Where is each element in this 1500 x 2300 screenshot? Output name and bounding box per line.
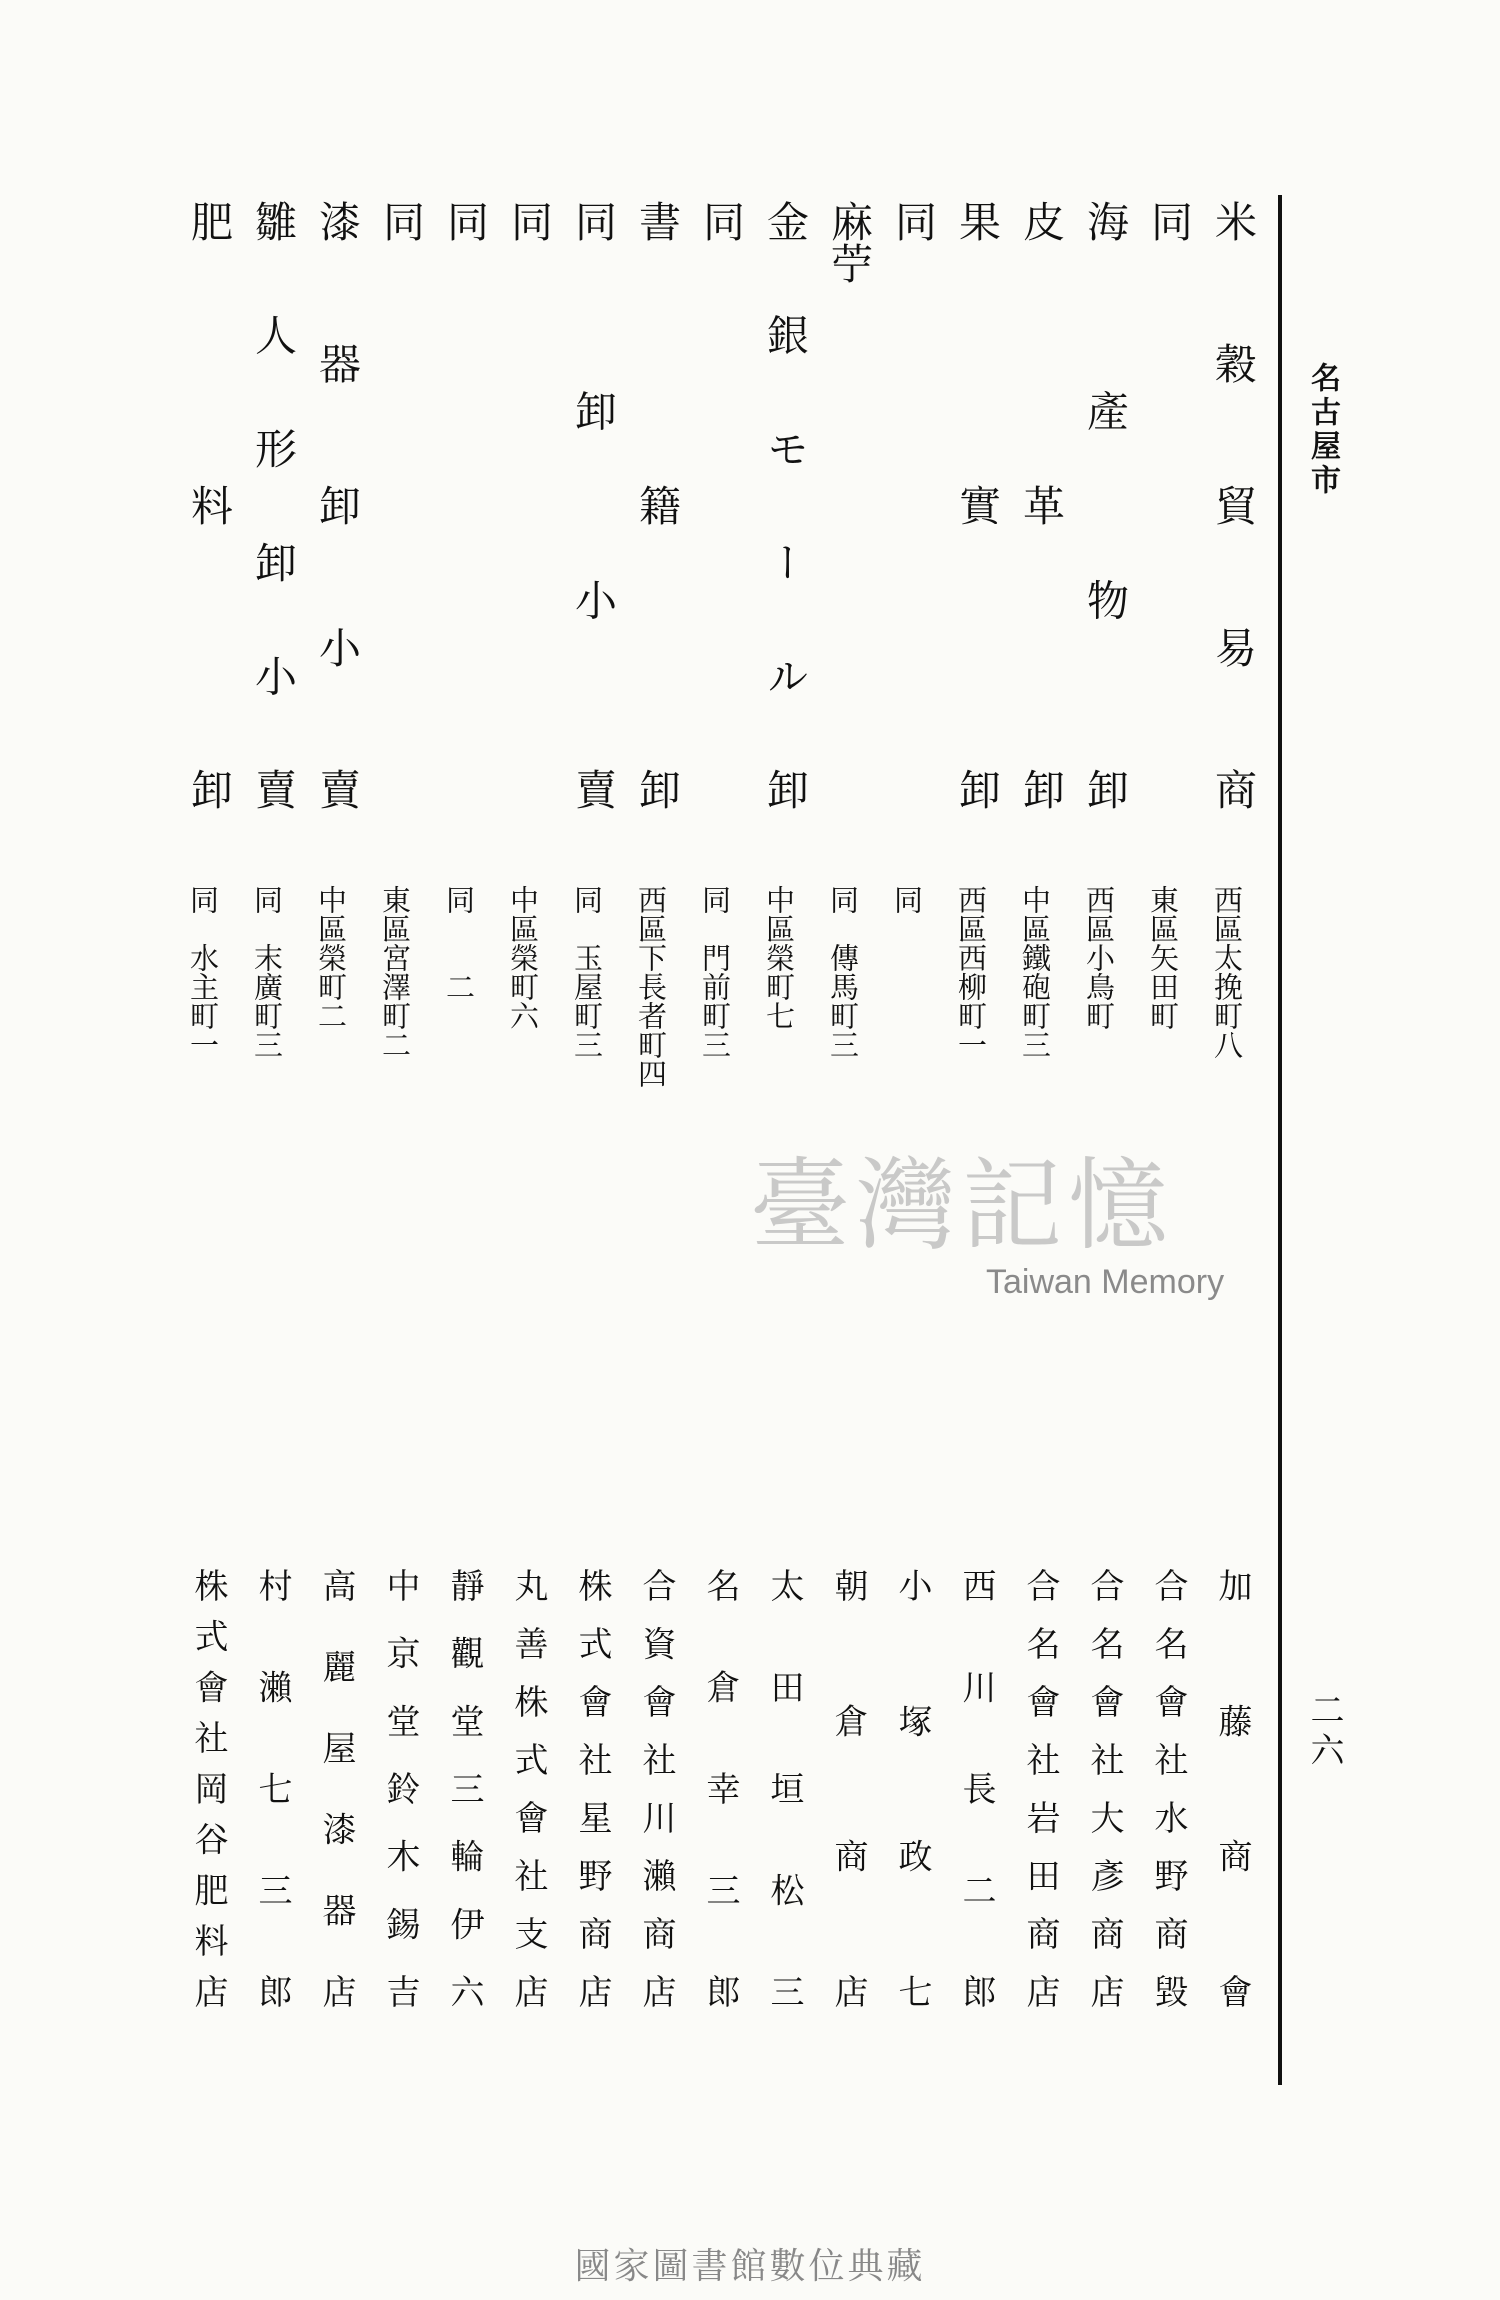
business-address: 中區榮町二: [314, 885, 348, 1030]
business-name: 太田垣松三: [764, 1568, 804, 2008]
business-category: 同: [441, 200, 490, 242]
running-head: 名古屋市: [1305, 362, 1340, 498]
business-name: 靜觀堂三輪伊六: [444, 1568, 484, 2008]
business-category: 同卸小賣: [569, 200, 618, 810]
business-category: 同: [505, 200, 554, 242]
business-address: 東區矢田町: [1146, 885, 1180, 1030]
business-address: 同 末廣町三: [250, 885, 284, 1059]
margin-rule: [1278, 195, 1282, 2085]
watermark-logo: 臺灣記憶: [750, 1147, 1174, 1264]
business-address: 同 水主町一: [186, 885, 220, 1059]
business-category: 書籍卸: [633, 200, 682, 810]
business-name: 高麗屋漆器店: [316, 1568, 356, 2008]
business-name: 西川長二郎: [956, 1568, 996, 2008]
business-address: 同 二: [442, 885, 476, 1001]
business-category: 麻苧: [825, 200, 874, 284]
business-category: 雛人形卸小賣: [249, 200, 298, 810]
business-name: 合名會社大彥商店: [1084, 1568, 1124, 2008]
business-name: 朝倉商店: [828, 1568, 868, 2008]
business-category: 米穀貿易商: [1209, 200, 1258, 810]
business-address: 西區小鳥町: [1082, 885, 1116, 1030]
business-address: 東區宮澤町二: [378, 885, 412, 1059]
business-name: 村瀨七三郎: [252, 1568, 292, 2008]
business-address: 中區鐵砲町三: [1018, 885, 1052, 1059]
business-name: 小塚政七: [892, 1568, 932, 2008]
business-address: 西區西柳町一: [954, 885, 988, 1059]
business-address: 同 門前町三: [698, 885, 732, 1059]
business-category: 同: [377, 200, 426, 242]
business-address: 西區下長者町四: [634, 885, 668, 1088]
business-name: 合名會社岩田商店: [1020, 1568, 1060, 2008]
business-address: 中區榮町七: [762, 885, 796, 1030]
business-category: 金銀モール卸: [761, 200, 810, 810]
archive-footer: 國家圖書館數位典藏: [574, 2246, 926, 2287]
business-category: 同: [1145, 200, 1194, 242]
business-address: 同 傳馬町三: [826, 885, 860, 1059]
business-category: 同: [697, 200, 746, 242]
business-name: 中京堂鈴木錫吉: [380, 1568, 420, 2008]
page-number: 二六: [1304, 1692, 1344, 1772]
business-category: 肥料卸: [185, 200, 234, 810]
business-name: 丸善株式會社支店: [508, 1568, 548, 2008]
business-name: 名倉幸三郎: [700, 1568, 740, 2008]
watermark: [750, 1125, 1250, 1315]
business-name: 株式會社岡谷肥料店: [188, 1568, 228, 2008]
business-name: 合名會社水野商毀: [1148, 1568, 1188, 2008]
business-name: 加藤商會: [1212, 1568, 1252, 2008]
business-address: 同 玉屋町三: [570, 885, 604, 1059]
business-category: 果實卸: [953, 200, 1002, 810]
business-category: 海產物卸: [1081, 200, 1130, 810]
business-address: 西區太挽町八: [1210, 885, 1244, 1059]
business-category: 同: [889, 200, 938, 242]
business-name: 株式會社星野商店: [572, 1568, 612, 2008]
business-name: 合資會社川瀨商店: [636, 1568, 676, 2008]
business-category: 漆器卸小賣: [313, 200, 362, 810]
business-address: 中區榮町六: [506, 885, 540, 1030]
watermark-subtitle: Taiwan Memory: [986, 1263, 1225, 1301]
business-category: 皮革卸: [1017, 200, 1066, 810]
business-address: 同: [890, 885, 924, 914]
